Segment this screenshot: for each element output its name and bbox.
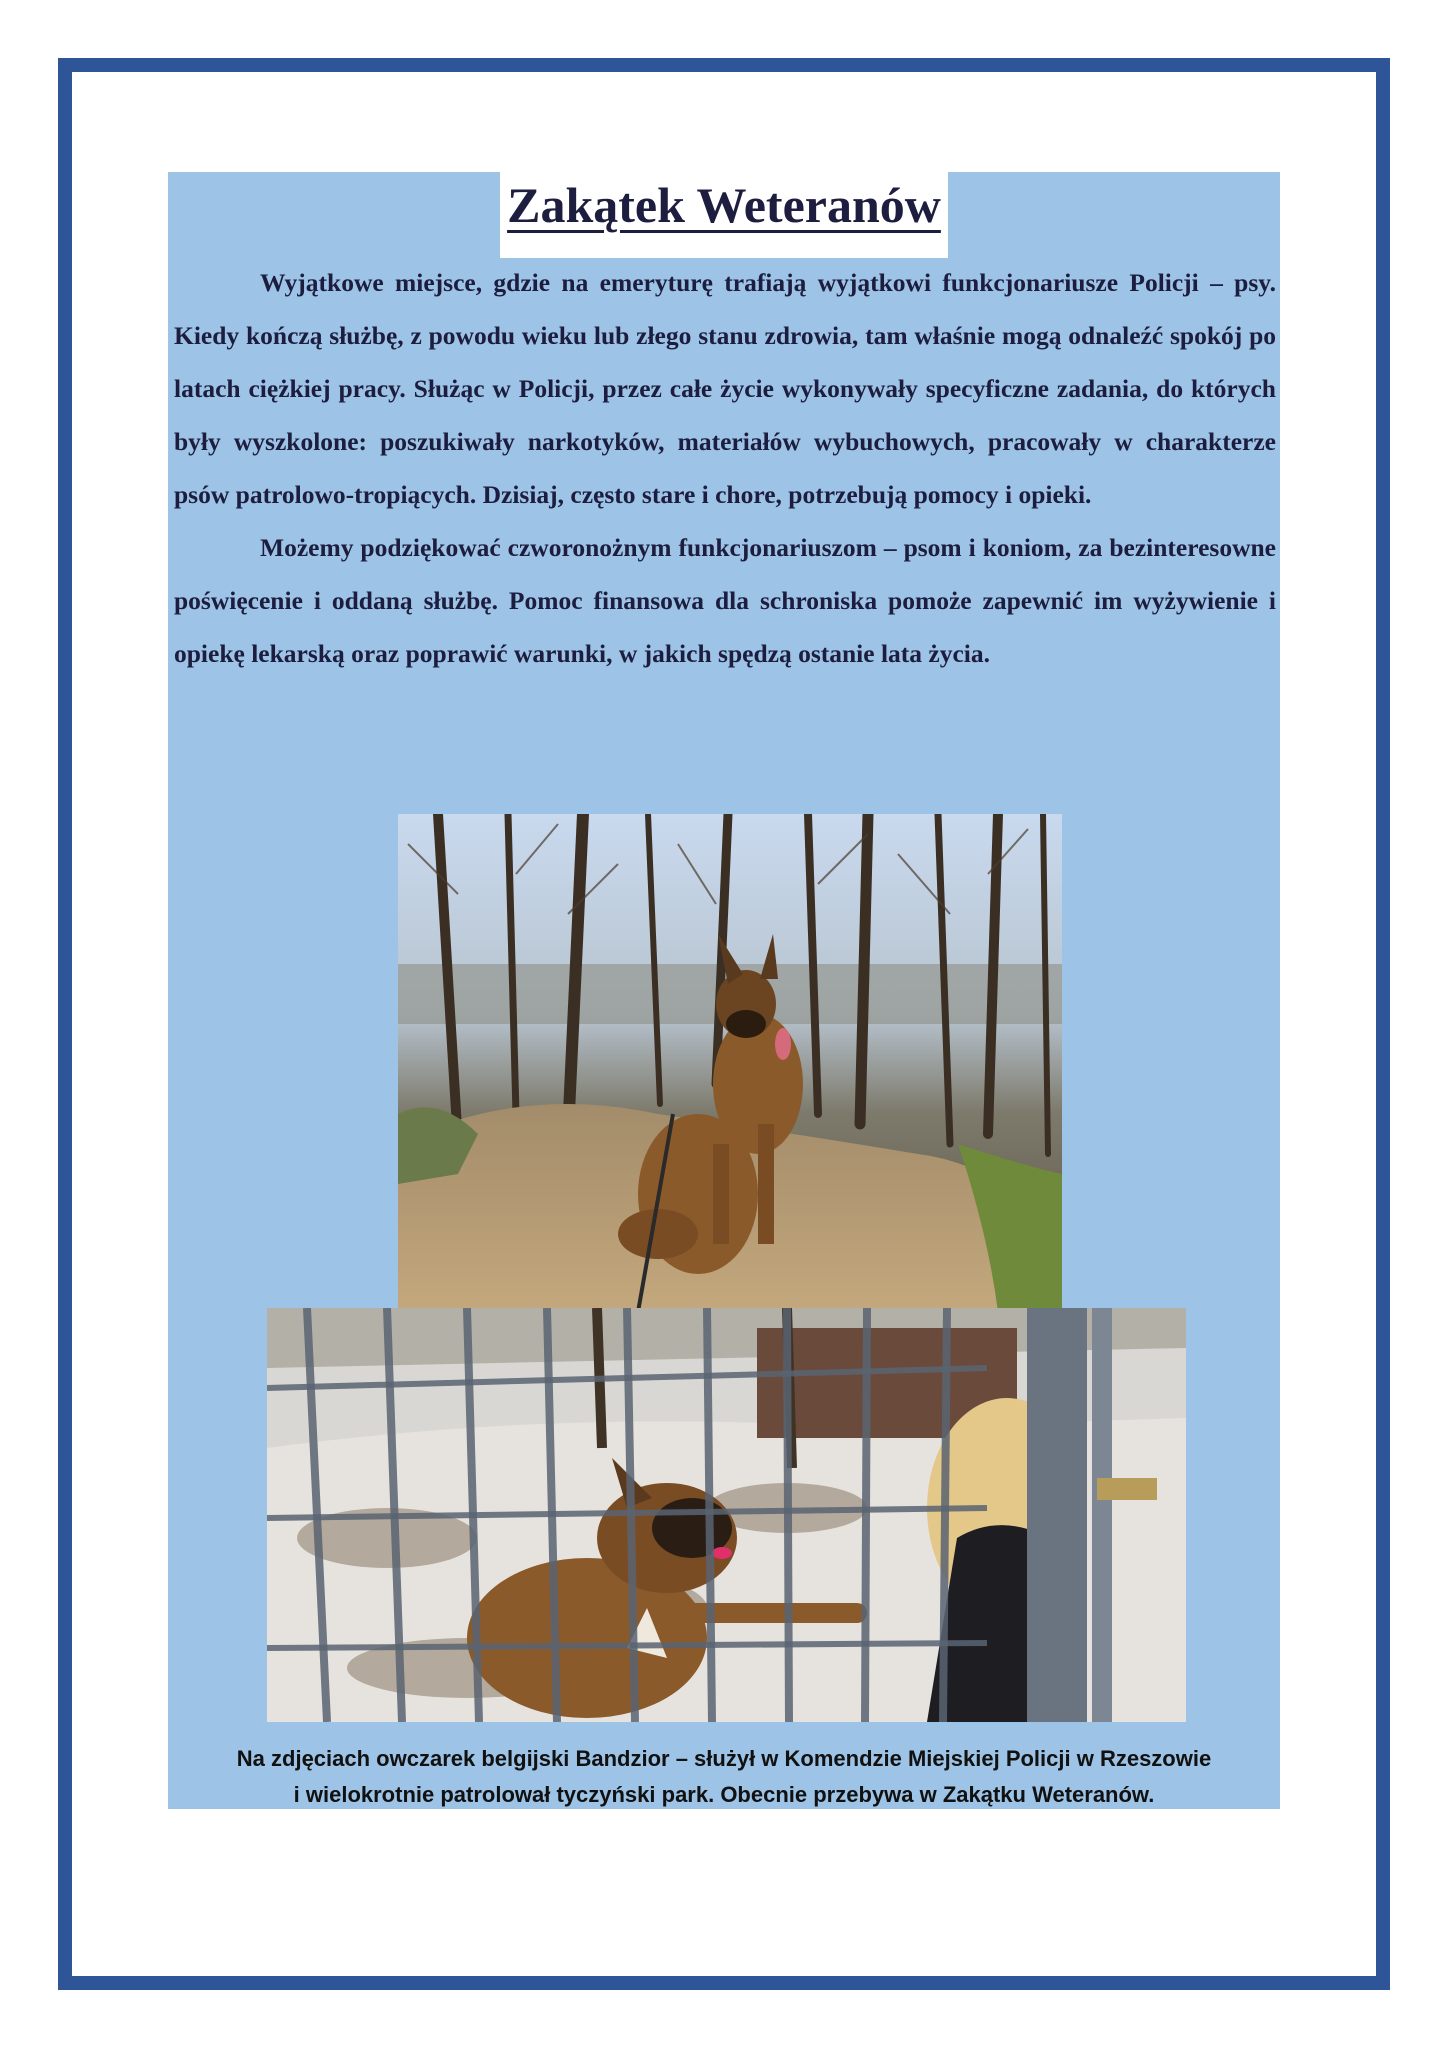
caption-line-2: i wielokrotnie patrolował tyczyński park. Obecnie przebywa w Zakątku Weteranów.: [293, 1782, 1155, 1807]
paragraph-2: Możemy podziękować czworonożnym funkcjonariuszom – psom i koniom, za bezinteresowne poświęcenie i oddaną służbę. Pomoc finansowa dla schroniska pomoże zapewnić im wyżywienie i opiekę lekarską oraz poprawić warunki, w jakich spędzą ostanie lata życia.: [174, 533, 1276, 668]
caption-line-1: Na zdjęciach owczarek belgijski Bandzior – służył w Komendzie Miejskiej Policji w Rzeszowie: [236, 1746, 1212, 1771]
page-title: Zakątek Weteranów: [507, 177, 941, 233]
dog-fence-photo: [267, 1308, 1186, 1722]
paragraph-1: Wyjątkowe miejsce, gdzie na emeryturę trafiają wyjątkowi funkcjonariusze Policji – psy. Kiedy kończą służbę, z powodu wieku lub złego stanu zdrowia, tam właśnie mogą odnaleźć spokój po latach ciężkiej pracy. Służąc w Policji, przez całe życie wykonywały specyficzne zadania, do których były wyszkolone: poszukiwały narkotyków, materiałów wybuchowych, pracowały w charakterze psów patrolowo-tropiących. Dzisiaj, często stare i chore, potrzebują pomocy i opieki.: [174, 268, 1276, 509]
dog-forest-photo: [398, 814, 1062, 1312]
article-body: [174, 256, 1276, 680]
photo-caption: [168, 1741, 1280, 1813]
